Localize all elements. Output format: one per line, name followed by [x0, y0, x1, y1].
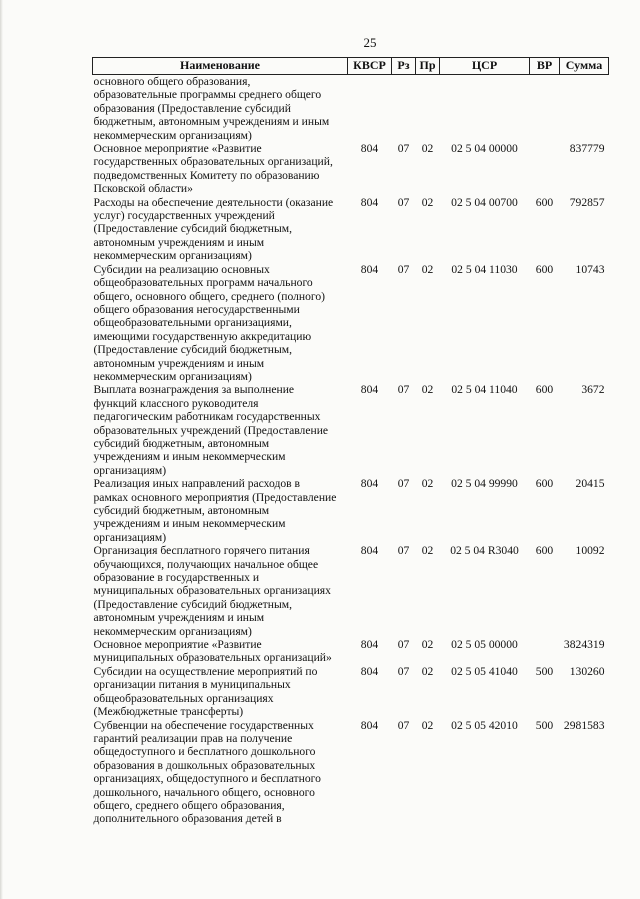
- cell-name-line: общеобразовательных программ начального: [93, 276, 313, 290]
- table-row: [93, 477, 609, 544]
- cell-rz: 07: [397, 262, 410, 276]
- cell-name-line: педагогическим работникам государственных: [93, 410, 321, 424]
- cell-sum: [560, 75, 609, 143]
- table-row: [93, 665, 609, 719]
- cell-name: [93, 196, 348, 263]
- cell-sum: 130260: [569, 664, 605, 678]
- cell-name-line: муниципальных образовательных организаций»: [93, 651, 332, 665]
- cell-pr: 02: [421, 718, 434, 732]
- cell-name-line: функций классного руководителя: [93, 396, 259, 410]
- cell-vr: 600: [535, 195, 554, 209]
- cell-name-line: Организация бесплатного горячего питания: [93, 544, 310, 558]
- cell-name-line: образования в дошкольных образовательных: [93, 758, 316, 772]
- cell-kvsr: 804: [360, 544, 379, 558]
- cell-csr: 02 5 04 11040: [451, 383, 518, 397]
- cell-name-line: субсидий бюджетным, автономным: [93, 436, 270, 450]
- cell-kvsr: 804: [360, 477, 379, 491]
- cell-name-line: Субсидии на реализацию основных: [93, 262, 270, 276]
- cell-name-line: некоммерческим организациям): [93, 128, 252, 142]
- header-pr: Пр: [416, 58, 440, 75]
- scan-edge: [0, 0, 3, 899]
- cell-pr: 02: [421, 262, 434, 276]
- cell-name-line: муниципальных образовательных организациях: [93, 584, 331, 598]
- cell-rz: 07: [397, 195, 410, 209]
- cell-csr: 02 5 04 R3040: [450, 544, 519, 558]
- cell-csr: 02 5 05 42010: [451, 718, 518, 732]
- table-row: [93, 544, 609, 638]
- cell-name-line: рамках основного мероприятия (Предоставление: [93, 490, 337, 504]
- table-row: [93, 196, 609, 263]
- header-vr: ВР: [530, 58, 560, 75]
- header-name: Наименование: [93, 58, 348, 75]
- cell-rz: 07: [397, 477, 410, 491]
- cell-csr: [440, 75, 530, 143]
- cell-vr: 500: [535, 718, 554, 732]
- cell-name-line: организациям): [93, 530, 167, 544]
- cell-name-line: некоммерческим организациям): [93, 624, 252, 638]
- cell-name-line: государственных образовательных организаций,: [93, 155, 333, 169]
- cell-name-line: Реализация иных направлений расходов в: [93, 477, 300, 491]
- cell-sum: 837779: [569, 142, 605, 156]
- cell-name: [93, 477, 348, 544]
- cell-name-line: (Межбюджетные трансферты): [93, 705, 244, 719]
- cell-sum: 3672: [581, 383, 605, 397]
- cell-name: [93, 75, 348, 143]
- cell-name-line: бюджетным, автономным учреждениям и иным: [93, 115, 330, 129]
- cell-rz: 07: [397, 142, 410, 156]
- cell-csr: 02 5 05 41040: [451, 664, 518, 678]
- cell-rz: [392, 75, 416, 143]
- cell-name-line: общеобразовательных организациях: [93, 691, 274, 705]
- cell-kvsr: 804: [360, 664, 379, 678]
- cell-name-line: субсидий бюджетным, автономным: [93, 504, 270, 517]
- cell-csr: 02 5 04 00700: [451, 195, 518, 209]
- cell-sum: 3824319: [563, 638, 605, 652]
- cell-name-line: (Предоставление субсидий бюджетным,: [93, 597, 292, 611]
- cell-rz: 07: [397, 383, 410, 397]
- cell-name-line: образование в государственных и: [93, 571, 260, 585]
- cell-name-line: (Предоставление субсидий бюджетным,: [93, 343, 292, 357]
- cell-vr: [530, 638, 560, 665]
- cell-name: [93, 665, 348, 719]
- cell-name-line: Основное мероприятие «Развитие: [93, 142, 262, 156]
- budget-table-container: [92, 57, 608, 826]
- cell-rz: 07: [397, 638, 410, 652]
- cell-pr: 02: [421, 142, 434, 156]
- cell-csr: 02 5 04 99990: [451, 477, 518, 491]
- cell-kvsr: 804: [360, 638, 379, 652]
- cell-name-line: образования (Предоставление субсидий: [93, 101, 291, 115]
- cell-name-line: некоммерческим организациям): [93, 369, 252, 383]
- header-csr: ЦСР: [440, 58, 530, 75]
- cell-name-line: подведомственных Комитету по образованию: [93, 168, 320, 182]
- cell-name: [93, 544, 348, 638]
- cell-sum: 2981583: [563, 718, 605, 732]
- cell-kvsr: 804: [360, 262, 379, 276]
- cell-kvsr: [348, 75, 392, 143]
- cell-kvsr: 804: [360, 195, 379, 209]
- cell-pr: 02: [421, 195, 434, 209]
- cell-name-line: Субвенции на обеспечение государственных: [93, 718, 314, 732]
- cell-name: [93, 142, 348, 196]
- cell-name-line: общего, среднего общего образования,: [93, 798, 285, 812]
- cell-name-line: имеющими государственную аккредитацию: [93, 329, 312, 343]
- cell-sum: 20415: [575, 477, 605, 491]
- cell-name-line: Основное мероприятие «Развитие: [93, 638, 262, 652]
- cell-name: [93, 263, 348, 384]
- cell-pr: 02: [421, 664, 434, 678]
- table-row: [93, 142, 609, 196]
- cell-name-line: гарантий реализации прав на получение: [93, 731, 293, 745]
- cell-name-line: образовательные программы среднего общего: [93, 88, 322, 102]
- cell-pr: [416, 75, 440, 143]
- cell-name-line: Выплата вознаграждения за выполнение: [93, 383, 295, 397]
- header-sum: Сумма: [560, 58, 609, 75]
- cell-name-line: дополнительного образования детей в: [93, 812, 282, 826]
- cell-vr: [530, 142, 560, 196]
- cell-name-line: автономным учреждениям и иным: [93, 235, 265, 249]
- cell-name-line: автономным учреждениям и иным: [93, 611, 265, 625]
- cell-name: [93, 383, 348, 477]
- cell-sum: 10092: [575, 544, 605, 558]
- cell-rz: 07: [397, 718, 410, 732]
- cell-name-line: Субсидии на осуществление мероприятий по: [93, 664, 318, 678]
- cell-vr: 500: [535, 664, 554, 678]
- table-row: [93, 75, 609, 143]
- cell-name-line: дошкольного, начального общего, основного: [93, 785, 315, 799]
- cell-name-line: учреждениям и иным некоммерческим: [93, 450, 286, 464]
- cell-kvsr: 804: [360, 142, 379, 156]
- cell-name-line: организациях, общедоступного и бесплатного: [93, 772, 321, 786]
- header-kvsr: КВСР: [348, 58, 392, 75]
- cell-name-line: организации питания в муниципальных: [93, 678, 291, 692]
- cell-name-line: учреждениям и иным некоммерческим: [93, 517, 286, 531]
- table-row: [93, 383, 609, 477]
- cell-pr: 02: [421, 477, 434, 491]
- cell-name-line: Псковской области»: [93, 182, 193, 196]
- table-row: [93, 263, 609, 384]
- cell-name: [93, 638, 348, 665]
- cell-kvsr: 804: [360, 718, 379, 732]
- cell-vr: 600: [535, 383, 554, 397]
- cell-name-line: общего, основного общего, среднего (полного): [93, 289, 325, 303]
- cell-vr: 600: [535, 262, 554, 276]
- cell-csr: 02 5 05 00000: [451, 638, 518, 652]
- cell-rz: 07: [397, 664, 410, 678]
- cell-name-line: образовательных учреждений (Предоставление: [93, 423, 329, 437]
- cell-csr: 02 5 04 11030: [451, 262, 518, 276]
- table-body: [93, 75, 609, 826]
- cell-rz: 07: [397, 544, 410, 558]
- cell-name-line: автономным учреждениям и иным: [93, 356, 265, 370]
- cell-name-line: общедоступного и бесплатного дошкольного: [93, 745, 316, 759]
- cell-vr: 600: [535, 477, 554, 491]
- cell-vr: 600: [535, 544, 554, 558]
- cell-name-line: обучающихся, получающих начальное общее: [93, 557, 319, 571]
- table-header-row: [93, 58, 609, 75]
- cell-pr: 02: [421, 383, 434, 397]
- header-rz: Рз: [392, 58, 416, 75]
- cell-name-line: основного общего образования,: [93, 75, 251, 88]
- cell-name-line: (Предоставление субсидий бюджетным,: [93, 222, 292, 236]
- cell-csr: 02 5 04 00000: [451, 142, 518, 156]
- table-row: [93, 719, 609, 826]
- cell-sum: 792857: [569, 195, 605, 209]
- table-row: [93, 638, 609, 665]
- cell-name: [93, 719, 348, 826]
- cell-name-line: общего образования негосударственными: [93, 302, 300, 316]
- cell-kvsr: 804: [360, 383, 379, 397]
- cell-sum: 10743: [575, 262, 605, 276]
- page-number: 25: [363, 35, 377, 50]
- cell-name-line: Расходы на обеспечение деятельности (оказание: [93, 195, 334, 209]
- cell-pr: 02: [421, 544, 434, 558]
- cell-pr: 02: [421, 638, 434, 652]
- budget-table: [92, 57, 609, 826]
- cell-name-line: некоммерческим организациям): [93, 249, 252, 263]
- cell-name-line: услуг) государственных учреждений: [93, 209, 275, 223]
- cell-name-line: организациям): [93, 463, 167, 477]
- cell-name-line: общеобразовательными организациями,: [93, 316, 292, 330]
- cell-vr: [530, 75, 560, 143]
